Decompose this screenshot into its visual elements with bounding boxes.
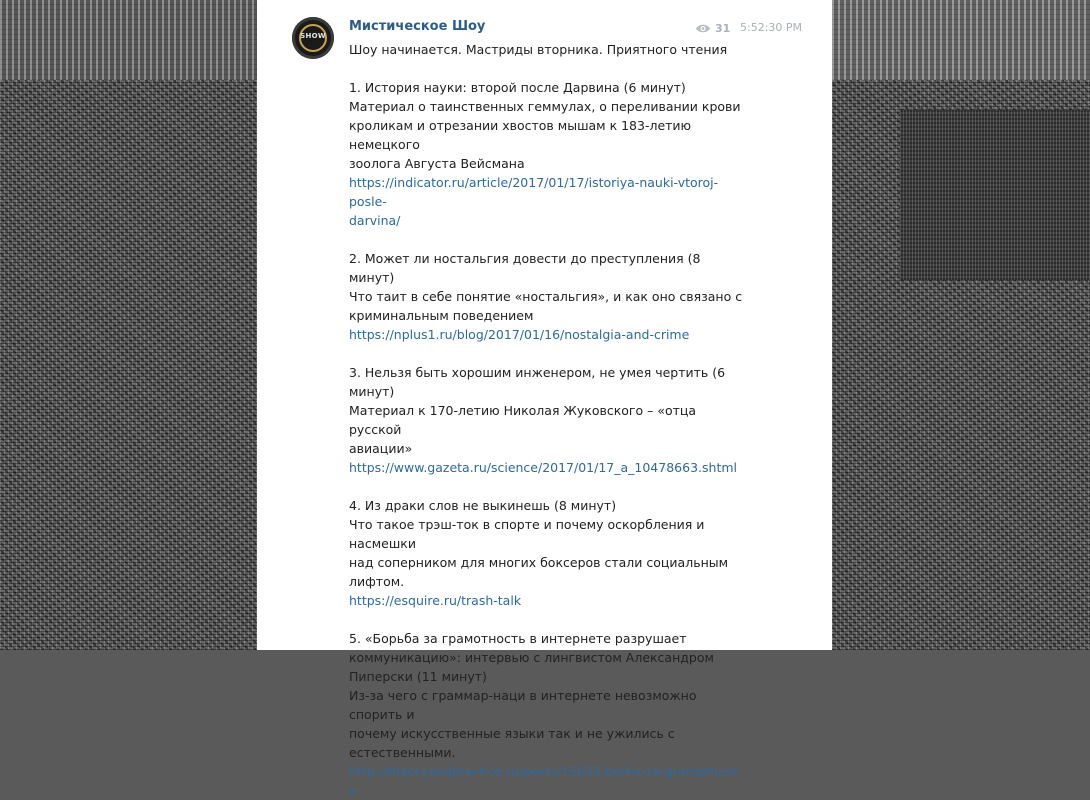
item-desc: авиации» (349, 441, 413, 456)
item-title: Пиперски (11 минут) (349, 669, 487, 684)
item-desc: Что таит в себе понятие «ностальгия», и как оно связано с (349, 289, 743, 304)
item-desc: Материал о таинственных геммулах, о переливании крови (349, 99, 741, 114)
item-desc: почему искусственные языки так и не ужились с (349, 726, 675, 741)
item-title: 3. Нельзя быть хорошим инженером, не умея чертить (6 минут) (349, 365, 726, 399)
avatar-logo-text: SHOW (300, 32, 326, 40)
item-link[interactable]: https://indicator.ru/article/2017/01/17/istoriya-nauki-vtoroj-posle- (349, 175, 719, 209)
item-desc: Что такое трэш-ток в спорте и почему оскорбления и насмешки (349, 517, 705, 551)
message-time: 5:52:30 PM (740, 21, 803, 34)
item-desc: кроликам и отрезании хвостов мышам к 183-летию немецкого (349, 118, 692, 152)
channel-name[interactable]: Мистическое Шоу (349, 19, 486, 34)
item-desc: криминальным поведением (349, 308, 534, 323)
item-title: 4. Из драки слов не выкинешь (8 минут) (349, 498, 617, 513)
item-title: 5. «Борьба за грамотность в интернете разрушает (349, 631, 687, 646)
views-counter (695, 20, 730, 36)
item-link[interactable]: https://www.gazeta.ru/science/2017/01/17_a_10478663.shtml (349, 460, 737, 475)
message-panel (257, 0, 832, 798)
channel-avatar[interactable] (292, 17, 334, 59)
item-desc: естественными. (349, 745, 456, 760)
item-link[interactable]: https://esquire.ru/trash-talk (349, 593, 522, 608)
background-left (0, 0, 257, 650)
item-title: 1. История науки: второй после Дарвина (6 минут) (349, 80, 686, 95)
intro-line: Шоу начинается. Мастриды вторника. Приятного чтения (349, 42, 728, 57)
item-link[interactable]: http://theoryandpractice.ru/posts/15655-borba-za-gramotnost-v- (349, 764, 742, 798)
background-top-right (832, 0, 1090, 80)
item-desc: лифтом. (349, 574, 405, 589)
item-title: коммуникацию»: интервью с лингвистом Александром (349, 650, 714, 665)
item-desc: над соперником для многих боксеров стали социальным (349, 555, 729, 570)
background-detail (900, 110, 1090, 280)
item-desc: Из-за чего с граммар-наци в интернете невозможно спорить и (349, 688, 697, 722)
item-link[interactable]: https://nplus1.ru/blog/2017/01/16/nostalgia-and-crime (349, 327, 690, 342)
background-right (832, 0, 1090, 650)
eye-icon (695, 23, 711, 34)
message-text (349, 40, 749, 800)
item-link[interactable]: darvina/ (349, 213, 401, 228)
item-desc: Материал к 170-летию Николая Жуковского – «отца русской (349, 403, 697, 437)
item-desc: зоолога Августа Вейсмана (349, 156, 525, 171)
item-title: 2. Может ли ностальгия довести до преступления (8 минут) (349, 251, 701, 285)
views-count: 31 (715, 21, 731, 35)
background-top-left (0, 0, 257, 80)
